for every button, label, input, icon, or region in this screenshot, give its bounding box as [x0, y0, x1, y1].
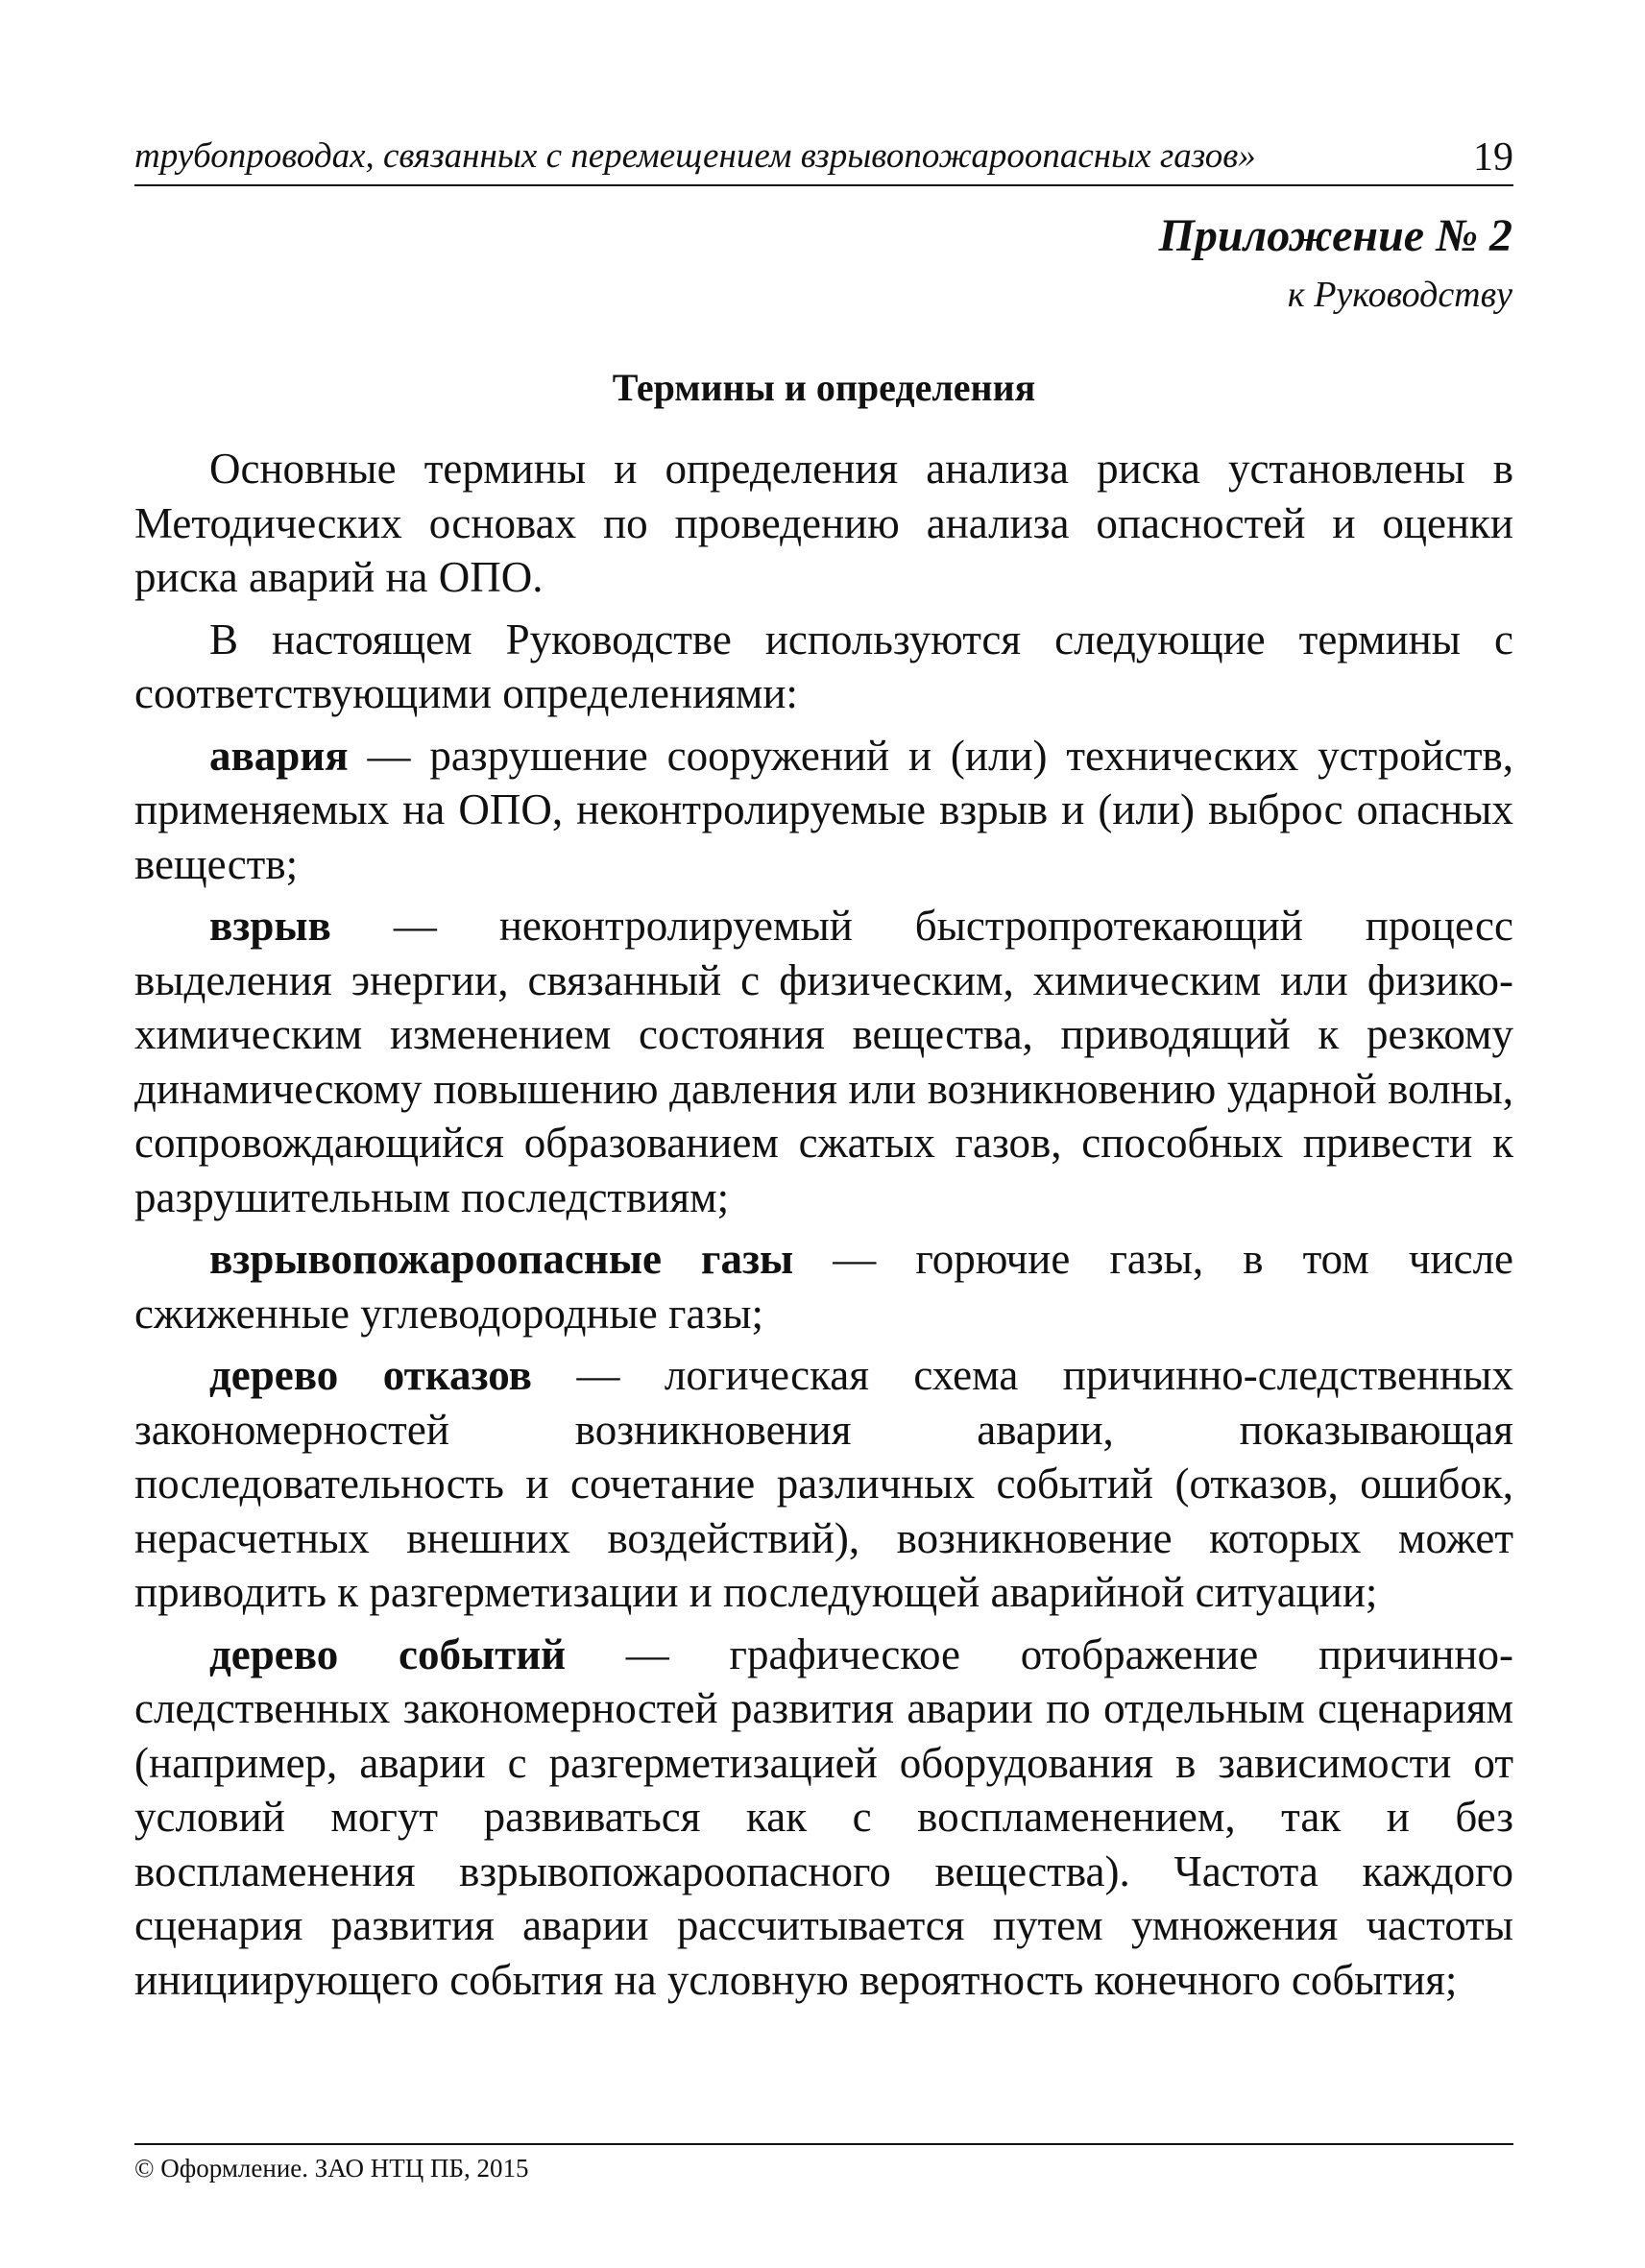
footer-copyright: © Оформление. ЗАО НТЦ ПБ, 2015	[134, 2154, 529, 2183]
definition-text: — разрушение сооружений и (или) технических устройств, применяемых на ОПО, неконтролируемые взрыв и (или) выброс опасных веществ;	[134, 731, 1513, 888]
definition-term: авария	[209, 731, 349, 780]
definition-term: дерево событий	[209, 1629, 567, 1678]
definition-vzryv	[134, 899, 1513, 1224]
appendix-title: Приложение № 2	[1158, 210, 1512, 261]
running-header	[134, 133, 1513, 186]
definition-text: — горючие газы, в том числе сжиженные углеводородные газы;	[134, 1235, 1513, 1338]
paragraph-intro: Основные термины и определения анализа риска установлены в Методических основах по проведению анализа опасностей и оценки риска аварий на ОПО.	[134, 445, 1513, 601]
definition-gases	[134, 1232, 1513, 1340]
definition-term: взрывопожароопасные газы	[209, 1235, 794, 1283]
definition-term: взрыв	[209, 902, 331, 950]
appendix-subtitle: к Руководству	[1287, 275, 1512, 315]
definition-event-tree	[134, 1628, 1513, 2008]
body-text	[134, 442, 1513, 2015]
definition-text: — логическая схема причинно-следственных закономерностей возникновения аварии, показывающая последовательность и сочетание различных событий (отказов, ошибок, нерасчетных внешних воздействий), возникновение которых может приводить к разгерметизации и последующей аварийной ситуации;	[134, 1351, 1513, 1616]
paragraph-terms-lead: В настоящем Руководстве используются следующие термины с соответствующими определениями:	[134, 615, 1513, 717]
definition-avaria	[134, 729, 1513, 892]
page-number: 19	[1473, 135, 1513, 180]
definition-text: — неконтролируемый быстропротекающий процесс выделения энергии, связанный с физическим, химическим или физико-химическим изменением состояния вещества, приводящий к резкому динамическому повышению давления или возникновению ударной волны, сопровождающийся образованием сжатых газов, способных привести к разрушительным последствиям;	[134, 902, 1513, 1221]
definition-fault-tree	[134, 1348, 1513, 1620]
definition-text: — графическое отображение причинно-следственных закономерностей развития аварии по отдельным сценариям (например, аварии с разгерметизацией оборудования в зависимости от условий могут развиваться как с воспламенением, так и без воспламенения взрывопожароопасного вещества). Частота каждого сценария развития аварии рассчитывается путем умножения частоты инициирующего события на условную вероятность конечного события;	[134, 1629, 1513, 2004]
footer-divider	[134, 2143, 1513, 2145]
definition-term: дерево отказов	[209, 1351, 532, 1399]
running-title: трубопроводах, связанных с перемещением взрывопожароопасных газов»	[134, 136, 1256, 176]
section-title: Термины и определения	[612, 366, 1036, 409]
